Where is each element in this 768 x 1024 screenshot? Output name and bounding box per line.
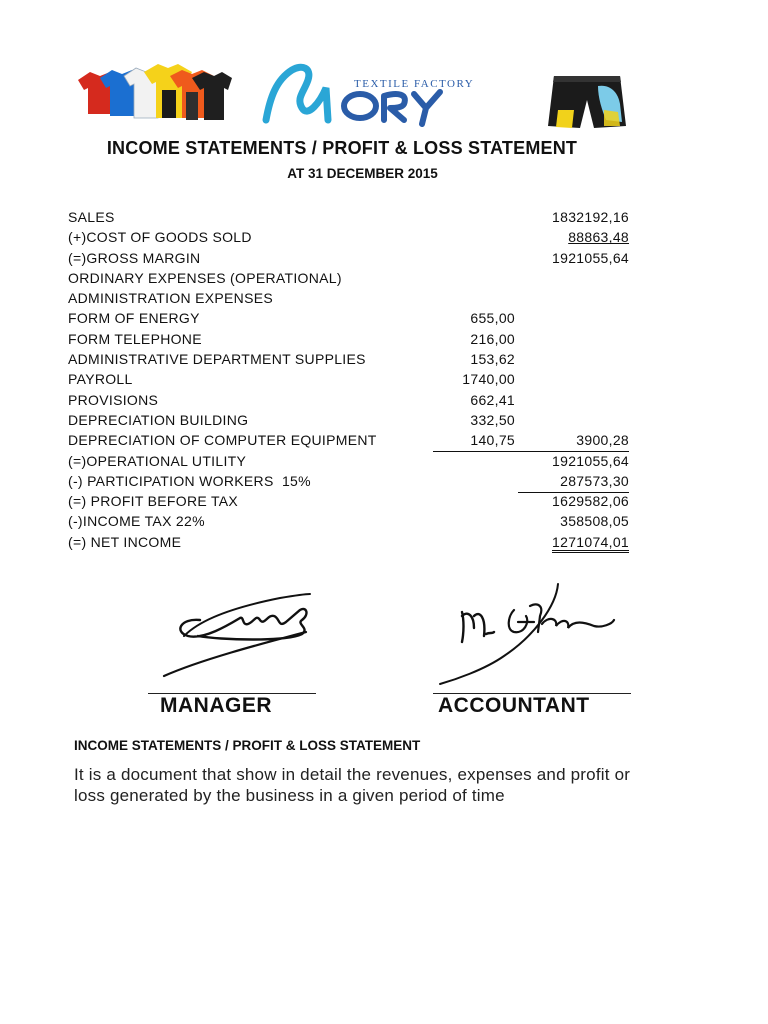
row-detail-amount: 216,00 [470, 330, 515, 347]
row-label: (+)COST OF GOODS SOLD [68, 229, 252, 246]
statement-row [68, 471, 633, 491]
row-total-amount: 88863,48 [568, 229, 629, 246]
statement-row [68, 451, 633, 471]
row-label: (-)INCOME TAX 22% [68, 513, 205, 530]
statement-row [68, 390, 633, 410]
row-label: DEPRECIATION OF COMPUTER EQUIPMENT [68, 432, 377, 449]
row-detail-amount: 655,00 [470, 310, 515, 327]
row-label: ORDINARY EXPENSES (OPERATIONAL) [68, 269, 342, 286]
statement-row [68, 511, 633, 531]
statement-row [68, 491, 633, 511]
accountant-label: ACCOUNTANT [438, 694, 590, 717]
page-title: INCOME STATEMENTS / PROFIT & LOSS STATEMENT [106, 138, 578, 158]
row-label: (=) PROFIT BEFORE TAX [68, 493, 239, 510]
row-total-amount: 358508,05 [560, 513, 629, 530]
logo-tagline: TEXTILE FACTORY [354, 78, 475, 90]
row-label: (=)OPERATIONAL UTILITY [68, 452, 247, 469]
statement-row [68, 329, 633, 349]
statement-row [68, 369, 633, 389]
statement-row [68, 288, 633, 308]
sports-jerseys-image [72, 62, 234, 124]
row-total-amount: 1629582,06 [552, 493, 629, 510]
row-detail-amount: 153,62 [470, 351, 515, 368]
row-detail-amount: 662,41 [470, 391, 515, 408]
definition-text: It is a document that show in detail the revenues, expenses and profit or loss generated by the business in a given period of time [74, 765, 631, 805]
row-label: ADMINISTRATION EXPENSES [68, 290, 274, 307]
row-detail-amount: 1740,00 [462, 371, 515, 388]
row-label: ADMINISTRATIVE DEPARTMENT SUPPLIES [68, 351, 366, 368]
company-logo [258, 58, 478, 128]
subtotal-rule [518, 492, 629, 493]
statement-row [68, 207, 633, 227]
statement-row [68, 430, 633, 450]
manager-label: MANAGER [160, 694, 272, 717]
row-label: PAYROLL [68, 371, 133, 388]
row-label: DEPRECIATION BUILDING [68, 411, 249, 428]
row-label: (=) NET INCOME [68, 533, 182, 550]
statement-row [68, 308, 633, 328]
row-label: PROVISIONS [68, 391, 159, 408]
definition-title: INCOME STATEMENTS / PROFIT & LOSS STATEMENT [74, 738, 421, 753]
row-total-amount: 1921055,64 [552, 452, 629, 469]
statement-row [68, 248, 633, 268]
accountant-signature [434, 576, 624, 688]
row-label: (=)GROSS MARGIN [68, 249, 201, 266]
row-label: SALES [68, 209, 115, 225]
statement-date: AT 31 DECEMBER 2015 [287, 166, 438, 181]
statement-row [68, 268, 633, 288]
row-total-amount: 1921055,64 [552, 249, 629, 266]
net-income-amount: 1271074,01 [552, 534, 629, 553]
logo-graphic [258, 58, 478, 128]
statement-row [68, 410, 633, 430]
row-total-amount: 3900,28 [576, 432, 629, 449]
statement-row [68, 349, 633, 369]
row-total-amount: 1832192,16 [552, 209, 629, 225]
row-detail-amount: 140,75 [470, 432, 515, 449]
income-statement-table [68, 207, 633, 552]
row-label: FORM OF ENERGY [68, 310, 200, 327]
statement-row [68, 227, 633, 247]
statement-row [68, 532, 633, 552]
sports-shorts-image [544, 70, 630, 132]
row-detail-amount: 332,50 [470, 411, 515, 428]
row-total-amount: 287573,30 [560, 472, 629, 489]
subtotal-rule [433, 451, 629, 452]
row-label: FORM TELEPHONE [68, 330, 202, 347]
row-label: (-) PARTICIPATION WORKERS 15% [68, 472, 311, 489]
manager-signature [160, 580, 320, 680]
